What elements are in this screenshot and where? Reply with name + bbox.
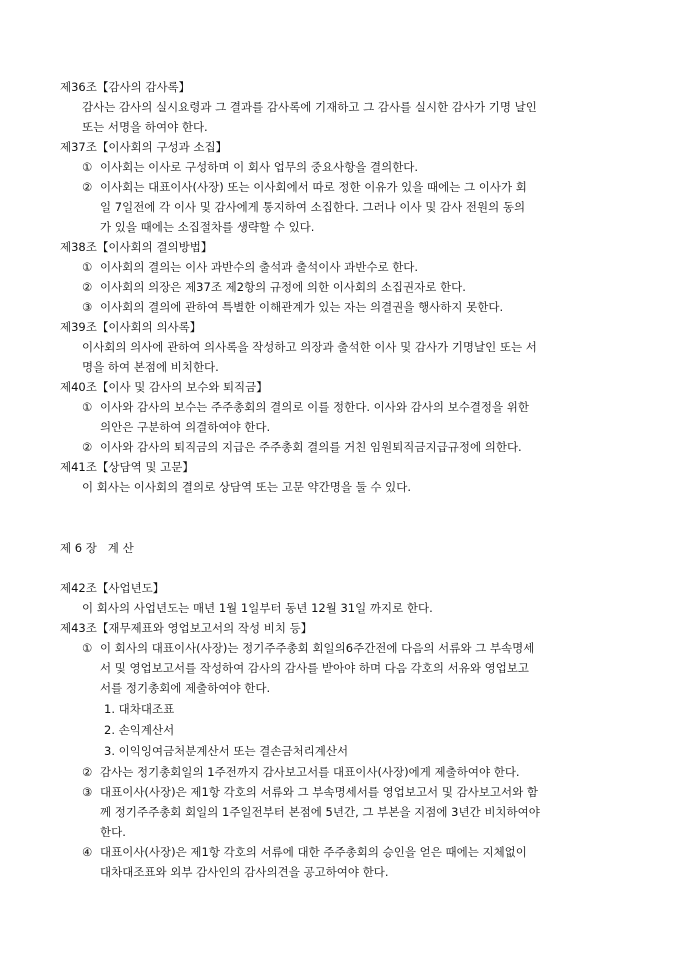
article-42-title: 제42조【사업년도】 [60, 581, 165, 595]
article-37-title: 제37조【이사회의 구성과 소집】 [60, 140, 228, 154]
article-36-title: 제36조【감사의 감사록】 [60, 80, 191, 94]
article-43-item-4-line-2: 대차대조표와 외부 감사인의 감사의견을 공고하여야 한다. [100, 865, 389, 879]
article-43-item-4-line-1: 대표이사(사장)은 제1항 각호의 서류에 대한 주주총회의 승인을 얻은 때에는 지체없이 [100, 845, 527, 859]
article-37-item-1-line-1: 이사회는 이사로 구성하며 이 회사 업무의 중요사항을 결의한다. [100, 160, 419, 174]
article-40-item-2-line-1: 이사와 감사의 퇴직금의 지급은 주주총회 결의를 거친 임원퇴직금지급규정에 의한다. [100, 440, 522, 454]
article-43-item-3-line-3: 한다. [100, 825, 126, 839]
article-43-item-3-line-2: 께 정기주주총회 회일의 1주일전부터 본점에 5년간, 그 부본을 지점에 3년간 비치하여야 [100, 805, 540, 819]
article-43-item-2-number: ② [82, 765, 93, 779]
article-43-title: 제43조【재무제표와 영업보고서의 작성 비치 등】 [60, 621, 313, 635]
article-37-item-1-number: ① [82, 160, 93, 174]
article-43-item-3-number: ③ [82, 785, 93, 799]
article-40-item-1-number: ① [82, 400, 93, 414]
article-41-line-1: 이 회사는 이사회의 결의로 상담역 또는 고문 약간명을 둘 수 있다. [82, 480, 412, 494]
article-38-item-3-line-1: 이사회의 결의에 관하여 특별한 이해관계가 있는 자는 의결권을 행사하지 못한다. [100, 300, 504, 314]
chapter-6-heading: 제 6 장 계 산 [60, 541, 134, 555]
article-38-item-3-number: ③ [82, 300, 93, 314]
article-43-sub-item-1: 1. 대차대조표 [104, 702, 175, 716]
article-38-item-2-line-1: 이사회의 의장은 제37조 제2항의 규정에 의한 이사회의 소집권자로 한다. [100, 280, 466, 294]
article-37-item-2-line-2: 일 7일전에 각 이사 및 감사에게 통지하여 소집한다. 그러나 이사 및 감사 전원의 동의 [100, 200, 526, 214]
article-37-item-2-number: ② [82, 180, 93, 194]
article-37-item-2-line-3: 가 있을 때에는 소집절차를 생략할 수 있다. [100, 220, 315, 234]
article-38-item-1-number: ① [82, 260, 93, 274]
article-36-line-2: 또는 서명을 하여야 한다. [82, 120, 208, 134]
article-38-item-1-line-1: 이사회의 결의는 이사 과반수의 출석과 출석이사 과반수로 한다. [100, 260, 419, 274]
article-38-title: 제38조【이사회의 결의방법】 [60, 240, 213, 254]
article-43-sub-item-3: 3. 이익잉여금처분계산서 또는 결손금처리계산서 [104, 744, 349, 758]
article-40-item-2-number: ② [82, 440, 93, 454]
article-38-item-2-number: ② [82, 280, 93, 294]
article-39-line-1: 이사회의 의사에 관하여 의사록을 작성하고 의장과 출석한 이사 및 감사가 기명날인 또는 서 [82, 340, 537, 354]
article-43-item-1-line-1: 이 회사의 대표이사(사장)는 정기주주총회 회일의6주간전에 다음의 서류와 그 부속명세 [100, 641, 535, 655]
article-43-sub-item-2: 2. 손익계산서 [104, 723, 175, 737]
article-43-item-3-line-1: 대표이사(사장)은 제1항 각호의 서류와 그 부속명세서를 영업보고서 및 감사보고서와 함 [100, 785, 539, 799]
article-40-title: 제40조【이사 및 감사의 보수와 퇴직금】 [60, 380, 268, 394]
article-41-title: 제41조【상담역 및 고문】 [60, 460, 194, 474]
article-43-item-1-line-2: 서 및 영업보고서를 작성하여 감사의 감사를 받아야 하며 다음 각호의 서유와 영업보고 [100, 661, 530, 675]
article-43-item-1-line-3: 서를 정기총회에 제출하여야 한다. [100, 681, 271, 695]
article-39-line-2: 명을 하여 본점에 비치한다. [82, 360, 219, 374]
article-40-item-1-line-1: 이사와 감사의 보수는 주주총회의 결의로 이를 정한다. 이사와 감사의 보수결정을 위한 [100, 400, 530, 414]
article-43-item-4-number: ④ [82, 845, 93, 859]
article-43-item-2-line-1: 감사는 정기총회일의 1주전까지 감사보고서를 대표이사(사장)에게 제출하여야 한다. [100, 765, 520, 779]
article-40-item-1-line-2: 의안은 구분하여 의결하여야 한다. [100, 420, 271, 434]
article-37-item-2-line-1: 이사회는 대표이사(사장) 또는 이사회에서 따로 정한 이유가 있을 때에는 그 이사가 회 [100, 180, 527, 194]
article-42-line-1: 이 회사의 사업년도는 매년 1월 1일부터 동년 12월 31일 까지로 한다. [82, 601, 433, 615]
article-43-item-1-number: ① [82, 641, 93, 655]
article-36-line-1: 감사는 감사의 실시요령과 그 결과를 감사록에 기재하고 그 감사를 실시한 감사가 기명 날인 [82, 100, 537, 114]
article-39-title: 제39조【이사회의 의사록】 [60, 320, 202, 334]
